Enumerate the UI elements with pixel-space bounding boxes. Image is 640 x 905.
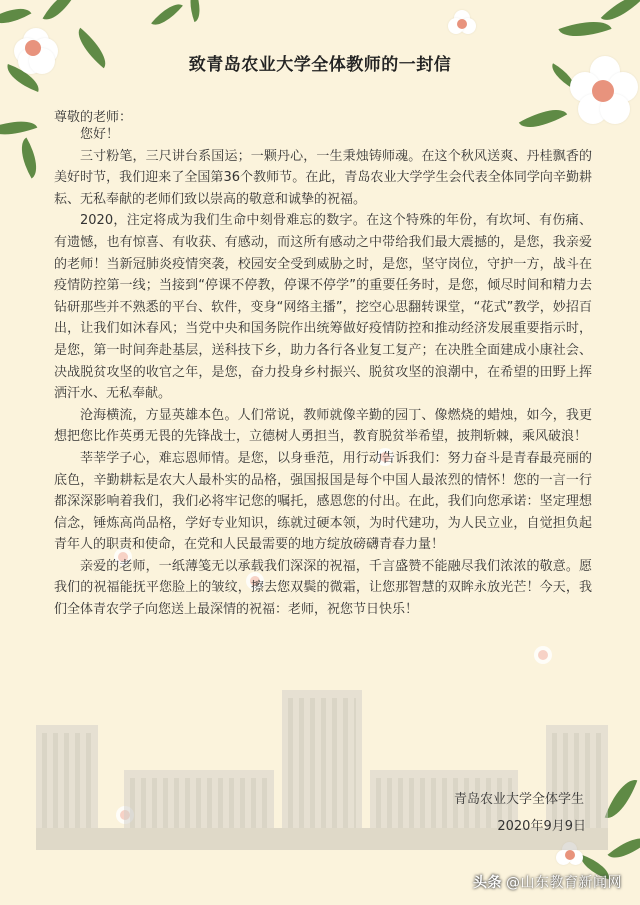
flower-icon	[448, 10, 478, 40]
leaf-icon	[184, 0, 206, 22]
flower-icon	[538, 650, 548, 660]
leaf-icon	[0, 113, 37, 144]
paragraph: 亲爱的老师，一纸薄笺无以承载我们深深的祝福，千言盛赞不能融尽我们浓浓的敬意。愿我们的祝福能抚平您脸上的皱纹，擦去您双鬓的微霜，让您那智慧的双眸永放光芒！今天，我们全体青农学子向您送上最深情的祝福：老师，祝您节日快乐！	[54, 558, 592, 618]
watermark	[473, 872, 622, 892]
watermark-logo: 头条	[473, 875, 502, 891]
watermark-text: @山东教育新闻网	[506, 875, 622, 891]
paragraph: 2020，注定将成为我们生命中刻骨难忘的数字。在这个特殊的年份，有坎坷、有伤痛、有遗憾，也有惊喜、有收获、有感动，而这所有感动之中带给我们最大震撼的，是您，我亲爱的老师！当新冠肺炎疫情突袭，校园安全受到威胁之时，是您，坚守岗位，守护一方，战斗在疫情防控第一线；当接到“停课不停教，停课不停学”的重要任务时，是您，倾尽时间和精力去钻研那些并不熟悉的平台、软件，变身“网络主播”，挖空心思翻转课堂，“花式”教学，妙招百出，让我们如沐春风；当党中央和国务院作出统筹做好疫情防控和推动经济发展重要指示时，是您，第一时间奔赴基层，送科技下乡，助力各行各业复工复产；在决胜全面建成小康社会、决战脱贫攻坚的收官之年，是您，奋力投身乡村振兴、脱贫攻坚的浪潮中，在希望的田野上挥洒汗水、无私奉献。	[54, 213, 592, 402]
paragraph: 莘莘学子心，难忘恩师情。是您，以身垂范，用行动告诉我们：努力奋斗是青春最亮丽的底色，辛勤耕耘是农大人最朴实的品格，强国报国是每个中国人最浓烈的情怀！您的一言一行都深深影响着我们，我们必将牢记您的嘱托，感恩您的付出。在此，我们向您承诺：坚定理想信念，锤炼高尚品格，学好专业知识，练就过硬本领，为时代建功，为人民立业，自觉担负起青年人的职责和使命，在党和人民最需要的地方绽放磅礴青春力量！	[54, 450, 592, 553]
paragraph: 三寸粉笔，三尺讲台系国运；一颗丹心，一生秉烛铸师魂。在这个秋风送爽、丹桂飘香的美好时节，我们迎来了全国第36个教师节。在此，青岛农业大学学生会代表全体同学向辛勤耕耘、无私奉献的老师们致以崇高的敬意和诚挚的祝福。	[54, 148, 592, 207]
leaf-icon	[151, 0, 183, 32]
paragraph: 沧海横流，方显英雄本色。人们常说，教师就像辛勤的园丁、像燃烧的蜡烛，如今，我更想把您比作英勇无畏的先锋战士，立德树人勇担当，教育脱贫举希望，披荆斩棘，乘风破浪！	[54, 407, 592, 445]
leaf-icon	[13, 138, 46, 179]
letter-title: 致青岛农业大学全体教师的一封信	[188, 55, 452, 75]
signature: 青岛农业大学全体学生	[453, 792, 584, 807]
paragraph: 您好！	[80, 127, 120, 142]
leaf-icon	[43, 0, 76, 26]
salutation: 尊敬的老师：	[54, 110, 133, 125]
leaf-icon	[608, 829, 640, 867]
signature-date: 2020年9月9日	[497, 819, 586, 834]
leaf-icon	[605, 774, 638, 823]
letter-body	[54, 124, 592, 621]
